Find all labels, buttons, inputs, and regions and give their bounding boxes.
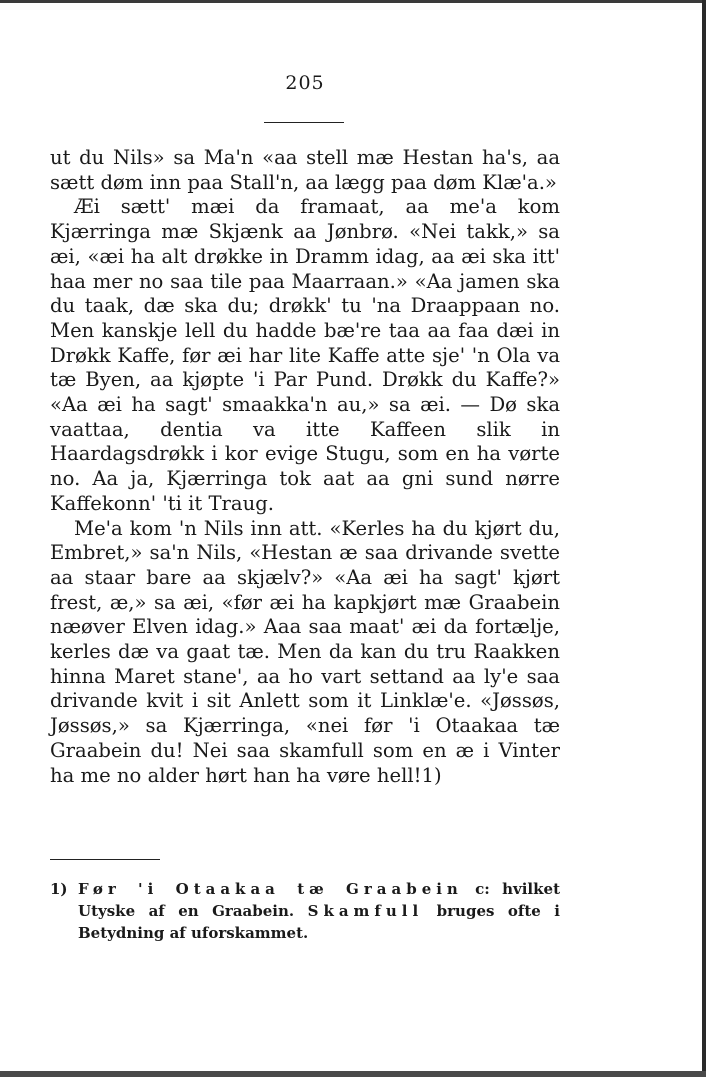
scan-right-edge xyxy=(702,0,706,1077)
footnote-phrase-1: Før 'i Otaakaa tæ Graabein xyxy=(78,880,463,898)
footnote-gloss-2: bruges ofte i Betydning af uforskammet. xyxy=(78,902,560,942)
paragraph-3-text: Me'a kom 'n Nils inn att. «Kerles ha du kjørt du, Embret,» sa'n Nils, «Hestan æ saa drivande svette aa staar bare aa skjælv?» «Aa æi ha sagt' kjørt frest, æ,» sa æi, «før æi ha kapkjørt mæ Graabein næøver Elven idag.» Aaa saa maat' æi da fortælje, kerles dæ va gaat tæ. Men da kan du tru Raakken hinna Maret stane', aa ho vart settand aa ly'e saa drivande kvit i sit Anlett som it Linklæ'e. «Jøssøs, Jøssøs,» sa Kjærringa, «nei før 'i Otaakaa tæ Graabein du! Nei saa skamfull som en æ i Vinter ha me no alder hørt han ha vøre hell! xyxy=(50,516,560,787)
paragraph-3 xyxy=(50,517,560,789)
body-text xyxy=(50,146,560,788)
footnote-reference: 1) xyxy=(421,763,442,787)
footnote xyxy=(50,878,560,944)
paragraph-2: Æi sætt' mæi da framaat, aa me'a kom Kjærringa mæ Skjænk aa Jønbrø. «Nei takk,» sa æi, «æi ha alt drøkke in Dramm idag, aa æi ska itt' haa mer no saa tile paa Maarraan.» «Aa jamen ska du taak, dæ ska du; drøkk' tu 'na Draappaan no. Men kanskje lell du hadde bæ're taa aa faa dæi in Drøkk Kaffe, før æi har lite Kaffe atte sje' 'n Ola va tæ Byen, aa kjøpte 'i Par Pund. Drøkk du Kaffe?» «Aa æi ha sagt' smaakka'n au,» sa æi. — Dø ska vaattaa, dentia va itte Kaffeen slik in Haardagsdrøkk i kor evige Stugu, som en ha vørte no. Aa ja, Kjærringa tok aat aa gni sund nørre Kaffekonn' 'ti it Traug. xyxy=(50,195,560,515)
footnote-gloss-1: c: hvilket Utyske af en Graabein. xyxy=(78,880,560,920)
footnote-rule xyxy=(50,859,160,860)
footnote-marker: 1) xyxy=(50,880,68,898)
scan-top-edge xyxy=(0,0,706,3)
footnote-text xyxy=(78,878,560,944)
paragraph-1: ut du Nils» sa Ma'n «aa stell mæ Hestan ha's, aa sætt døm inn paa Stall'n, aa lægg paa døm Klæ'a.» xyxy=(50,146,560,194)
scan-bottom-edge xyxy=(0,1071,706,1077)
footnote-phrase-2: Skamfull xyxy=(307,902,424,920)
header-rule xyxy=(264,122,344,123)
page-number: 205 xyxy=(285,72,325,94)
